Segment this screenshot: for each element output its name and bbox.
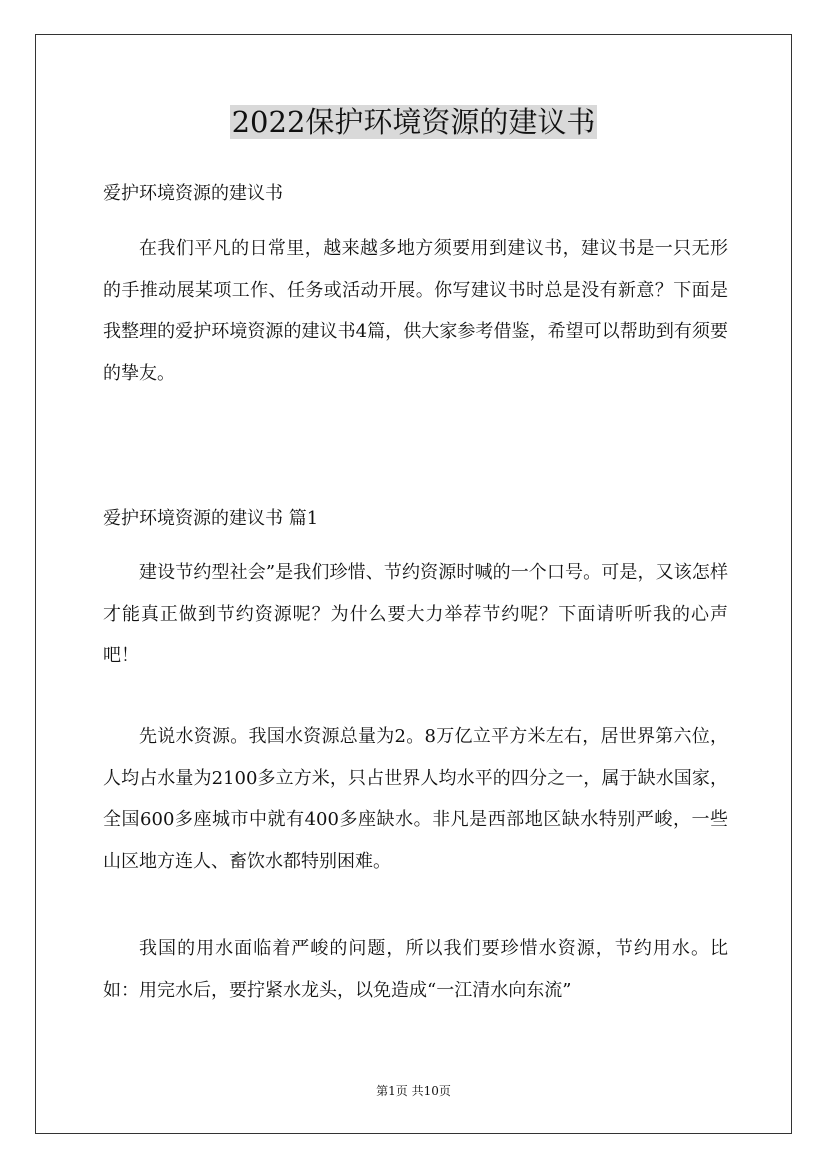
intro-paragraph: 在我们平凡的日常里，越来越多地方须要用到建议书，建议书是一只无形的手推动展某项工作、任务或活动开展。你写建议书时总是没有新意？下面是我整理的爱护环境资源的建议书4篇，供大家参考借鉴，希望可以帮助到有须要的挚友。 bbox=[103, 238, 728, 384]
document-title-text: 2022保护环境资源的建议书 bbox=[231, 105, 596, 139]
section1-heading: 爱护环境资源的建议书 篇1 bbox=[103, 508, 319, 529]
section1-paragraph-1: 建设节约型社会”是我们珍惜、节约资源时喊的一个口号。可是，又该怎样才能真正做到节约资源呢？为什么要大力举荐节约呢？下面请听听我的心声吧！ bbox=[103, 562, 728, 666]
intro-heading: 爱护环境资源的建议书 bbox=[103, 183, 283, 204]
section1-paragraph-2: 先说水资源。我国水资源总量为2。8万亿立平方米左右，居世界第六位，人均占水量为2100多立方米，只占世界人均水平的四分之一，属于缺水国家，全国600多座城市中就有400多座缺水。非凡是西部地区缺水特别严峻，一些山区地方连人、畜饮水都特别困难。 bbox=[103, 726, 728, 872]
page-footer: 第1页 共10页 bbox=[376, 1084, 451, 1098]
document-title bbox=[0, 100, 827, 144]
section1-paragraph-3: 我国的用水面临着严峻的问题，所以我们要珍惜水资源，节约用水。比如：用完水后，要拧紧水龙头，以免造成“一江清水向东流” bbox=[103, 938, 728, 1001]
